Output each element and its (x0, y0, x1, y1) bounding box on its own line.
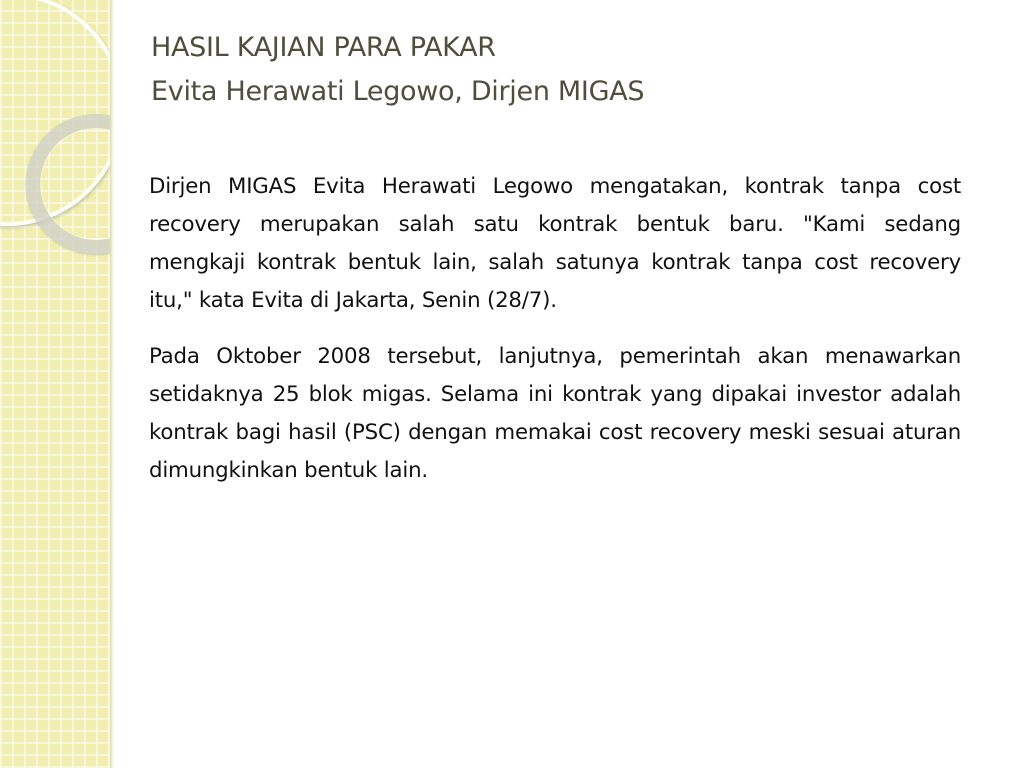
slide-title-block (151, 26, 991, 114)
body-paragraph-2: Pada Oktober 2008 tersebut, lanjutnya, pemerintah akan menawarkan setidaknya 25 blok migas. Selama ini kontrak yang dipakai investor adalah kontrak bagi hasil (PSC) dengan memakai cost recovery meski sesuai aturan dimungkinkan bentuk lain. (149, 344, 961, 483)
side-panel-edge (110, 0, 114, 768)
slide-subtitle: Evita Herawati Legowo, Dirjen MIGAS (151, 76, 645, 107)
slide-body (149, 168, 961, 508)
slide-title: HASIL KAJIAN PARA PAKAR (151, 32, 496, 63)
decorative-side-panel (0, 0, 113, 768)
body-paragraph-1: Dirjen MIGAS Evita Herawati Legowo mengatakan, kontrak tanpa cost recovery merupakan salah satu kontrak bentuk baru. "Kami sedang mengkaji kontrak bentuk lain, salah satunya kontrak tanpa cost recovery itu," kata Evita di Jakarta, Senin (28/7). (149, 174, 961, 313)
